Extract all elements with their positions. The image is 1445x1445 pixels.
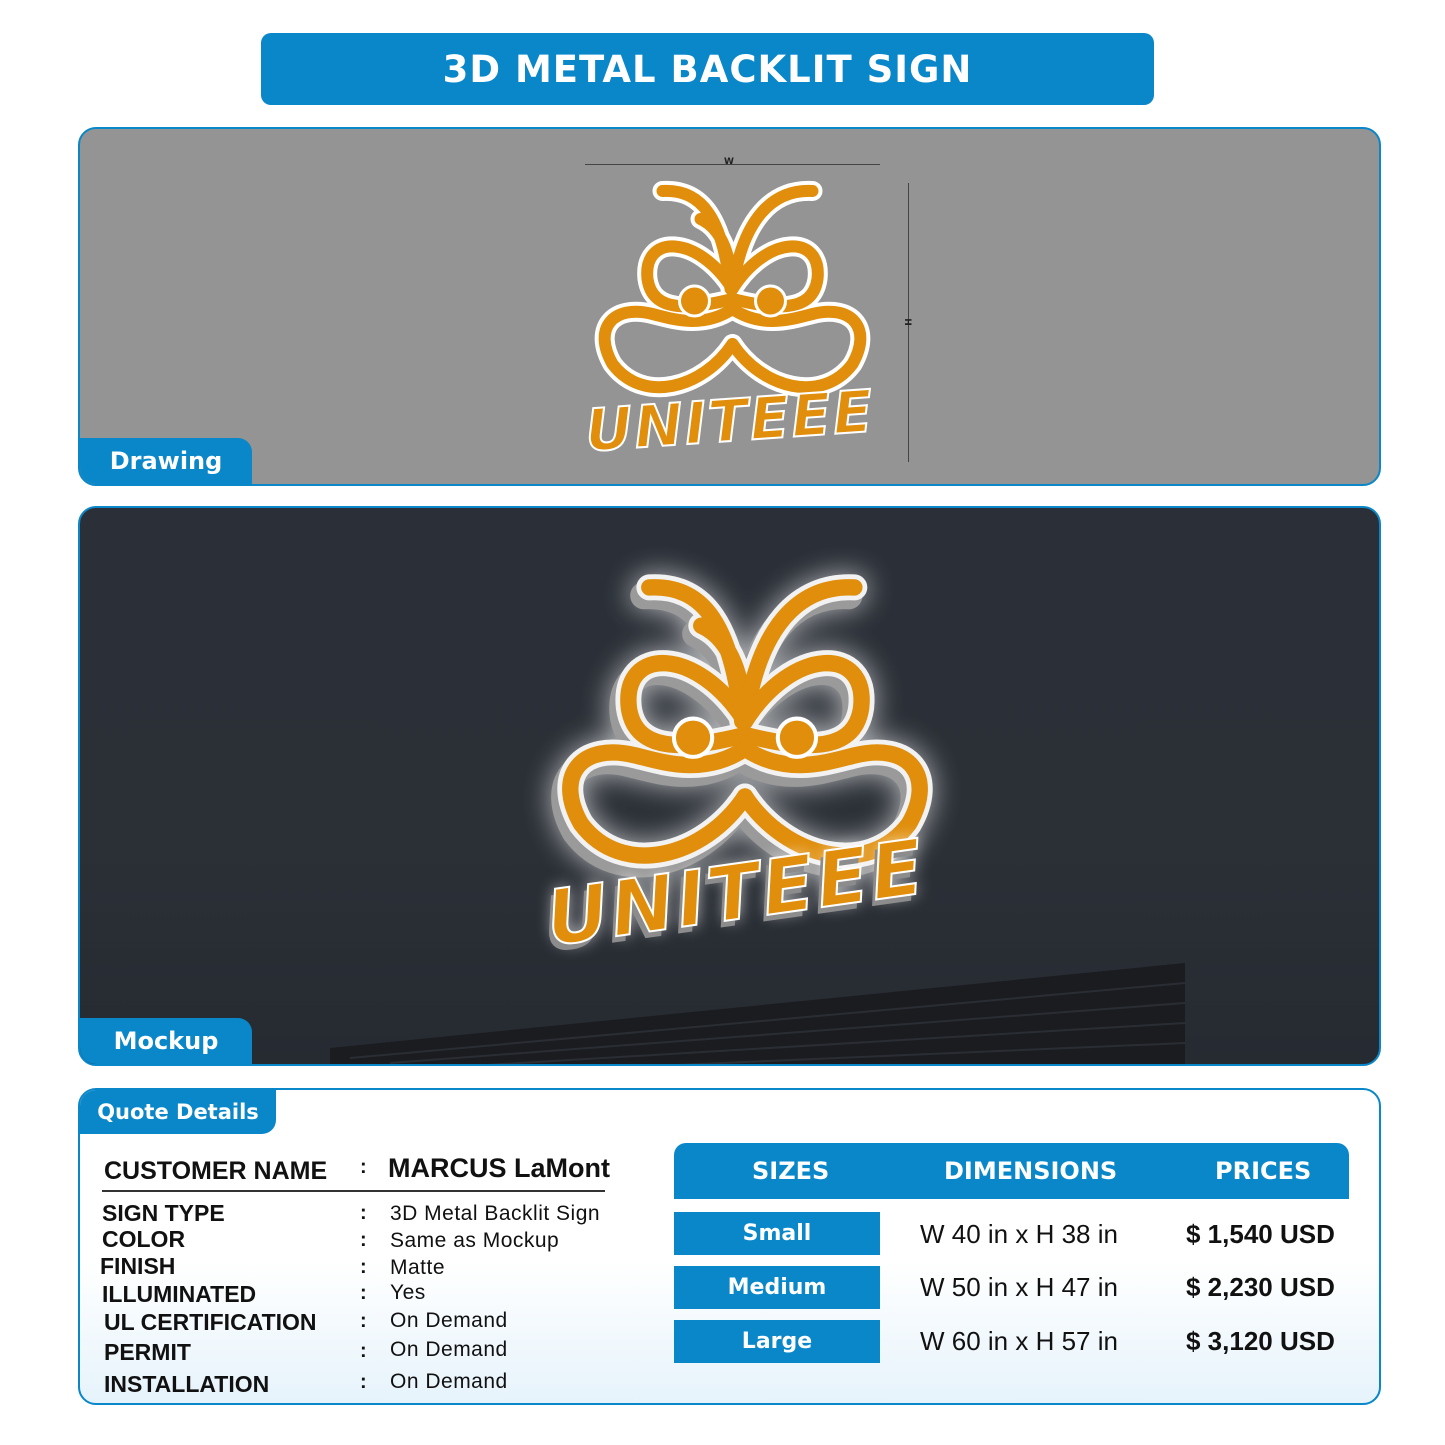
detail-colon: : (360, 1229, 367, 1251)
height-marker: H (901, 318, 912, 326)
logo-wordmark-drawing: UNITEEE (582, 376, 877, 466)
drawing-tab[interactable]: Drawing (80, 438, 252, 484)
sizes-table-header (674, 1143, 1349, 1199)
detail-value-sign-type: 3D Metal Backlit Sign (390, 1202, 601, 1225)
width-marker: W (724, 157, 734, 167)
header-sizes: SIZES (752, 1157, 830, 1185)
mockup-tab[interactable]: Mockup (80, 1018, 252, 1064)
page-title: 3D METAL BACKLIT SIGN (261, 33, 1154, 105)
detail-value-permit: On Demand (390, 1338, 508, 1361)
detail-key-finish: FINISH (100, 1253, 176, 1279)
detail-colon: : (360, 1371, 367, 1393)
detail-value-illuminated: Yes (390, 1281, 426, 1304)
header-dimensions: DIMENSIONS (944, 1157, 1118, 1185)
size-large-button[interactable]: Large (674, 1320, 880, 1363)
detail-key-color: COLOR (102, 1226, 186, 1252)
detail-colon: : (360, 1340, 367, 1362)
quote-details-tab[interactable]: Quote Details (80, 1090, 276, 1134)
size-medium-button[interactable]: Medium (674, 1266, 880, 1309)
customer-underline (102, 1190, 605, 1192)
detail-colon: : (360, 1310, 367, 1332)
detail-value-ul-certification: On Demand (390, 1309, 508, 1332)
drawing-panel (78, 127, 1381, 486)
header-prices: PRICES (1215, 1157, 1312, 1185)
customer-name-label: CUSTOMER NAME (104, 1157, 328, 1185)
mockup-panel (78, 506, 1381, 1066)
detail-colon: : (360, 1256, 367, 1278)
size-small-button[interactable]: Small (674, 1212, 880, 1255)
detail-value-color: Same as Mockup (390, 1229, 560, 1252)
dimensions-medium: W 50 in x H 47 in (920, 1272, 1118, 1302)
detail-value-installation: On Demand (390, 1370, 508, 1393)
detail-key-installation: INSTALLATION (104, 1371, 270, 1397)
detail-key-illuminated: ILLUMINATED (102, 1281, 257, 1307)
detail-key-permit: PERMIT (104, 1339, 191, 1365)
price-medium: $ 2,230 USD (1186, 1272, 1335, 1302)
detail-colon: : (360, 1202, 367, 1224)
customer-colon: : (360, 1156, 367, 1178)
price-small: $ 1,540 USD (1186, 1219, 1335, 1249)
customer-name-value: MARCUS LaMont (388, 1153, 610, 1183)
logo-wordmark-mockup: UNITEEE (540, 821, 932, 964)
dimensions-large: W 60 in x H 57 in (920, 1326, 1118, 1356)
dimensions-small: W 40 in x H 38 in (920, 1219, 1118, 1249)
storefront-awning (330, 963, 1190, 1066)
detail-colon: : (360, 1282, 367, 1304)
price-large: $ 3,120 USD (1186, 1326, 1335, 1356)
quote-details-panel (78, 1088, 1381, 1405)
detail-value-finish: Matte (390, 1256, 446, 1279)
detail-key-sign-type: SIGN TYPE (102, 1200, 225, 1226)
detail-key-ul-certification: UL CERTIFICATION (104, 1309, 317, 1335)
